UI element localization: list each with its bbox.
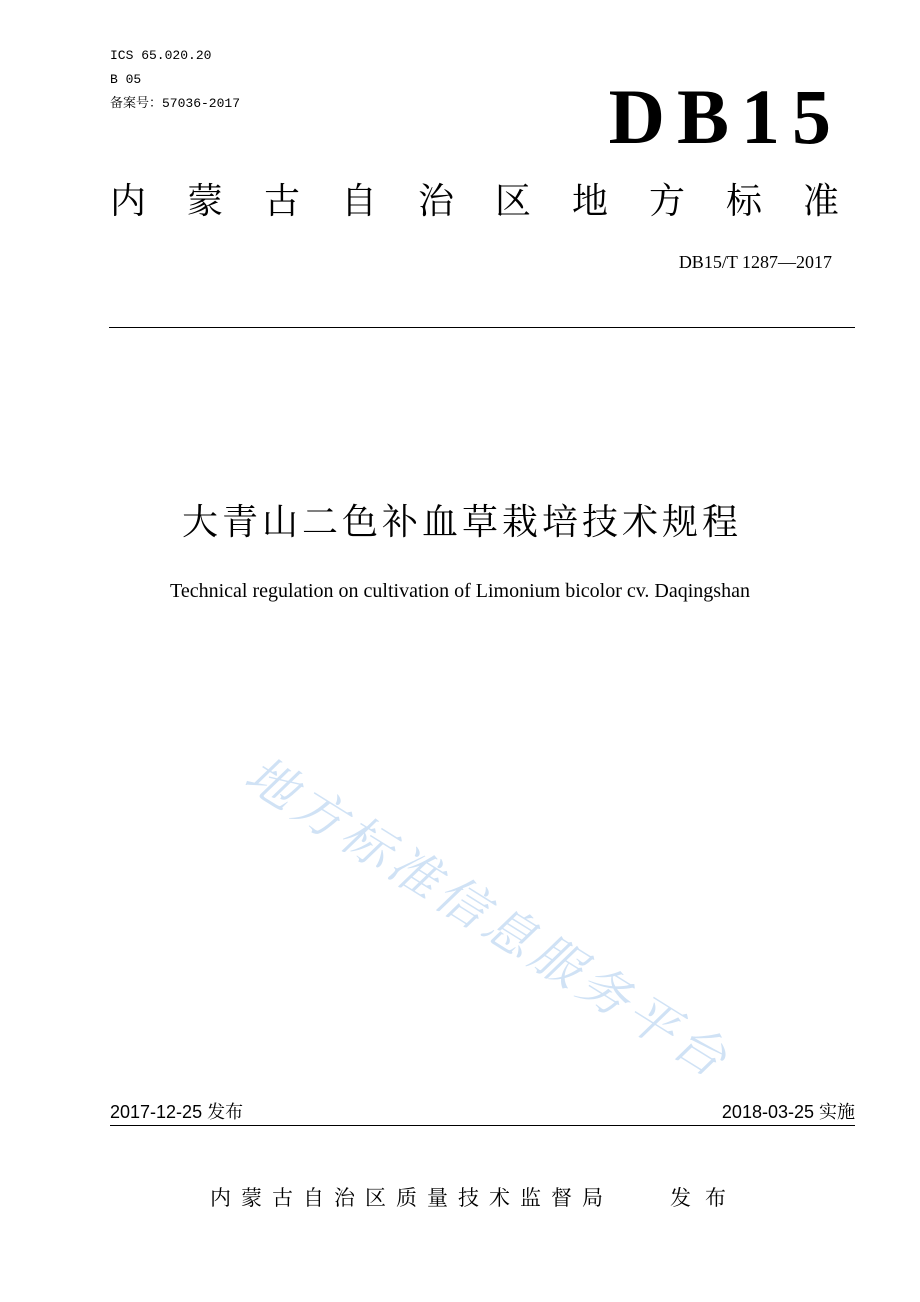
issue-date: 2017-12-25 发布 xyxy=(110,1102,244,1122)
document-title-en: Technical regulation on cultivation of Limonium bicolor cv. Daqingshan xyxy=(170,580,750,602)
document-title-zh: 大青山二色补血草栽培技术规程 xyxy=(181,502,742,543)
standard-type-heading: 内蒙古自治区地方标准 xyxy=(110,181,881,222)
watermark: 地方标准信息服务平台 xyxy=(235,745,741,1091)
standard-number: DB15/T 1287—2017 xyxy=(678,252,832,272)
header-divider xyxy=(109,327,855,328)
issuer-action: 发布 xyxy=(670,1186,740,1210)
ics-code: ICS 65.020.20 xyxy=(110,48,212,63)
standard-code-mark: DB15 xyxy=(608,73,843,160)
implement-date: 2018-03-25 实施 xyxy=(721,1102,855,1122)
ccs-code: B 05 xyxy=(110,72,142,87)
footer-divider xyxy=(110,1125,855,1126)
issuer-name: 内蒙古自治区质量技术监督局 xyxy=(210,1186,613,1210)
filing-number: 备案号：57036-2017 xyxy=(110,96,241,111)
